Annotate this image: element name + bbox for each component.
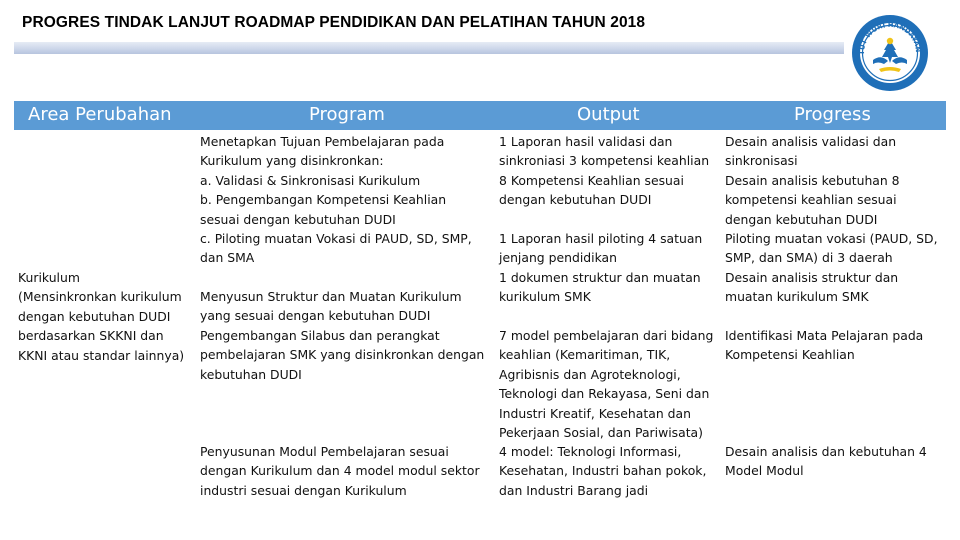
logo-text: TUT WURI HANDAYAN: [857, 20, 923, 56]
tut-wuri-handayani-logo-icon: [851, 14, 929, 92]
output-cell-3: 1 dokumen struktur dan muatan kurikulum SMK: [499, 270, 701, 305]
progress-cell-3: Piloting muatan vokasi (PAUD, SD, SMP, dan SMA) di 3 daerah: [725, 231, 938, 266]
output-cell-5: 4 model: Teknologi Informasi, Kesehatan, Industri bahan pokok, dan Industri Barang jadi: [499, 444, 707, 498]
header-progress: Progress: [794, 104, 871, 125]
progress-cell-5: Identifikasi Mata Pelajaran pada Kompetensi Keahlian: [725, 328, 924, 363]
program-cell-2: Menyusun Struktur dan Muatan Kurikulum yang sesuai dengan kebutuhan DUDI Pengembangan Silabus dan perangkat pembelajaran SMK yang disinkronkan dengan kebutuhan DUDI: [200, 289, 485, 382]
header-output: Output: [577, 104, 640, 125]
output-cell-4: 7 model pembelajaran dari bidang keahlian (Kemaritiman, TIK, Agribisnis dan Agroteknologi, Teknologi dan Rekayasa, Seni dan Industri Kreatif, Kesehatan dan Pekerjaan Sosial, dan Pariwisata): [499, 328, 714, 441]
program-cell-3: Penyusunan Modul Pembelajaran sesuai dengan Kurikulum dan 4 model modul sektor industri sesuai dengan Kurikulum: [200, 444, 480, 498]
progress-cell-1: Desain analisis validasi dan sinkronisasi: [725, 134, 897, 169]
page-title: PROGRES TINDAK LANJUT ROADMAP PENDIDIKAN DAN PELATIHAN TAHUN 2018: [22, 14, 646, 31]
progress-cell-6: Desain analisis dan kebutuhan 4 Model Modul: [725, 444, 927, 479]
area-perubahan-cell: Kurikulum (Mensinkronkan kurikulum dengan kebutuhan DUDI berdasarkan SKKNI dan KKNI atau standar lainnya): [18, 270, 185, 363]
output-cell-1: 1 Laporan hasil validasi dan sinkroniasi 3 kompetensi keahlian 8 Kompetensi Keahlian sesuai dengan kebutuhan DUDI: [499, 134, 710, 208]
progress-cell-2: Desain analisis kebutuhan 8 kompetensi keahlian sesuai dengan kebutuhan DUDI: [725, 173, 900, 227]
output-cell-2: 1 Laporan hasil piloting 4 satuan jenjang pendidikan: [499, 231, 703, 266]
program-cell-1: Menetapkan Tujuan Pembelajaran pada Kurikulum yang disinkronkan: a. Validasi & Sinkronisasi Kurikulum b. Pengembangan Kompetensi Keahlian sesuai dengan kebutuhan DUDI c. Piloting muatan Vokasi di PAUD, SD, SMP, dan SMA: [200, 134, 472, 266]
header-program: Program: [309, 104, 385, 125]
title-underline-bar: [14, 42, 844, 54]
progress-cell-4: Desain analisis struktur dan muatan kurikulum SMK: [725, 270, 899, 305]
header-area-perubahan: Area Perubahan: [28, 104, 172, 125]
